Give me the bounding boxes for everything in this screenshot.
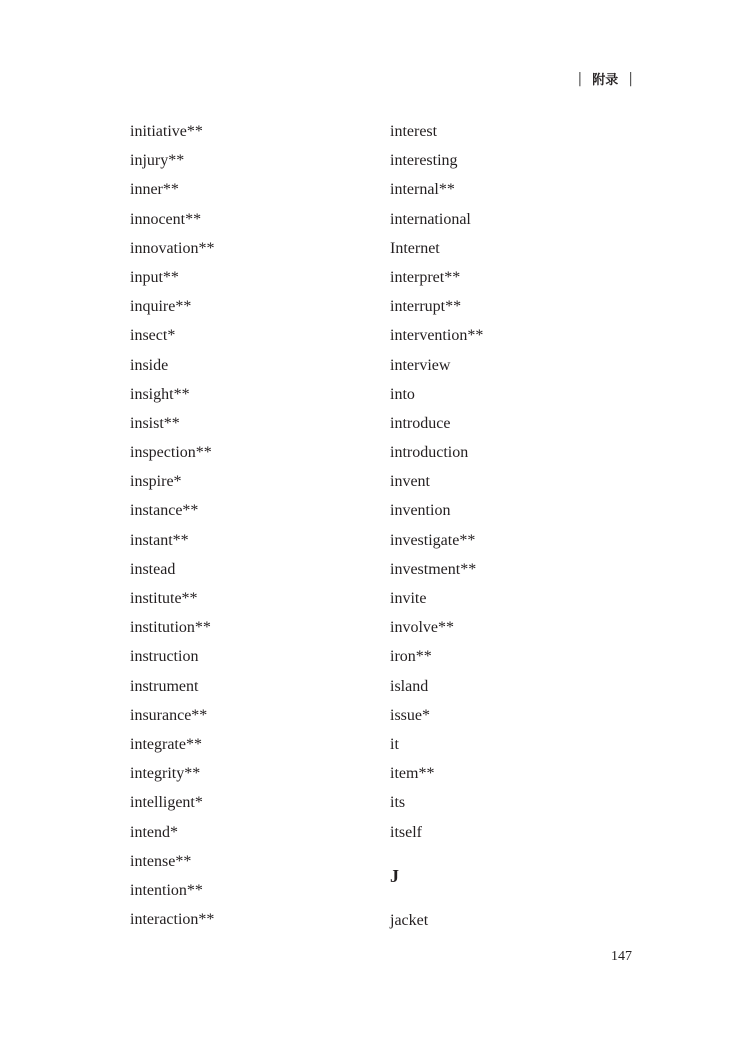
vocabulary-word: its [390,794,406,812]
vocabulary-word: insect* [130,327,176,345]
vocabulary-word: interaction** [130,911,215,929]
vocabulary-word: institution** [130,619,211,637]
vocabulary-word: island [390,677,429,695]
vocabulary-word: inside [130,356,169,374]
vocabulary-word: internal** [390,181,455,199]
vocabulary-word: interrupt** [390,298,462,316]
vocabulary-word: innovation** [130,239,215,257]
vocabulary-word: intervention** [390,327,484,345]
vocabulary-word: invent [390,473,430,491]
vocabulary-word: intense** [130,852,192,870]
vocabulary-word: introduce [390,414,451,432]
vocabulary-word: injury** [130,152,185,170]
vocabulary-word: initiative** [130,123,203,140]
vocabulary-word: inspection** [130,444,212,462]
vocabulary-word: invite [390,590,427,607]
vocabulary-word: international [390,210,471,228]
vocabulary-word: item** [390,765,435,783]
vocabulary-word: instruction [130,648,199,666]
vocabulary-word: involve** [390,619,454,637]
vocabulary-word: introduction [390,444,469,462]
vocabulary-word: itself [390,823,422,841]
page-number: 147 [611,949,632,964]
running-header [578,69,633,88]
vocabulary-word: inspire* [130,473,182,491]
vocabulary-word: iron** [390,648,432,666]
vocabulary-word: input** [130,268,179,286]
vocabulary-word: interest [390,123,438,140]
vocabulary-word: insist** [130,414,180,432]
vocabulary-word: intelligent* [130,794,203,812]
section-letter-heading: J [390,865,399,886]
header-divider-left: | [577,70,583,87]
vocabulary-word: instead [130,560,176,578]
word-list-right-column [390,117,483,935]
vocabulary-word: innocent** [130,210,202,228]
word-list-left-column [130,117,214,934]
vocabulary-word: issue* [390,706,430,724]
vocabulary-word: insurance** [130,706,208,724]
vocabulary-word: integrity** [130,765,201,783]
vocabulary-word: it [390,735,399,753]
vocabulary-word: insight** [130,385,190,403]
vocabulary-word: into [390,385,415,403]
vocabulary-word: inquire** [130,298,192,316]
vocabulary-word: instrument [130,677,199,695]
vocabulary-word: interesting [390,152,458,170]
vocabulary-word: interpret** [390,268,461,286]
vocabulary-word: instant** [130,531,189,549]
vocabulary-word: intention** [130,881,203,899]
vocabulary-word: invention [390,502,451,520]
vocabulary-word: investment** [390,560,477,578]
vocabulary-word: inner** [130,181,179,199]
vocabulary-word: investigate** [390,531,476,549]
vocabulary-word: interview [390,356,451,374]
vocabulary-word: institute** [130,590,198,607]
vocabulary-word: Internet [390,239,440,257]
vocabulary-word: instance** [130,502,199,520]
vocabulary-word: integrate** [130,735,202,753]
header-section-title: 附录 [592,73,619,88]
vocabulary-word: intend* [130,823,178,841]
header-divider-right: | [628,70,633,87]
vocabulary-word: jacket [390,911,429,929]
